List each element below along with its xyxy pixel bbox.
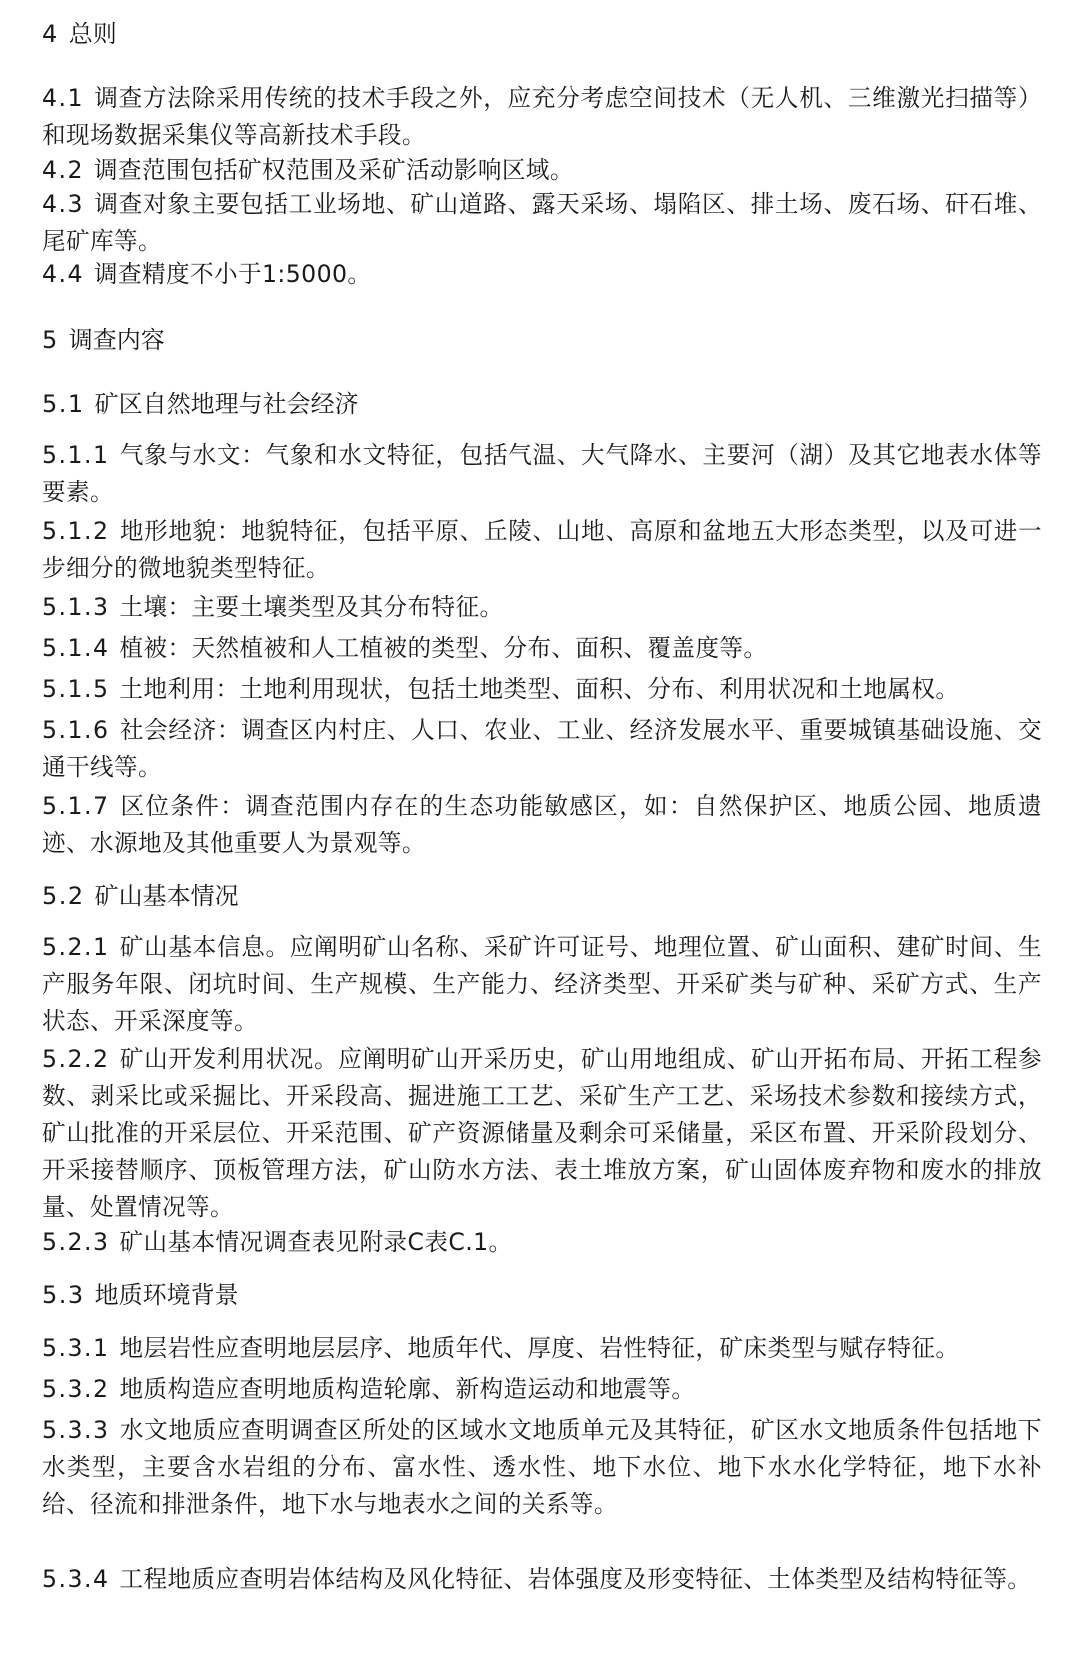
clause-number: 4.3 bbox=[42, 190, 85, 218]
clause-text: 工程地质应查明岩体结构及风化特征、岩体强度及形变特征、土体类型及结构特征等。 bbox=[119, 1565, 1032, 1593]
clause-number: 5.2.1 bbox=[42, 933, 110, 961]
subsection-title: 地质环境背景 bbox=[94, 1281, 239, 1309]
clause-number: 4.4 bbox=[42, 260, 85, 288]
clause-text: 社会经济：调查区内村庄、人口、农业、工业、经济发展水平、重要城镇基础设施、交通干线等。 bbox=[42, 716, 1042, 781]
clause-text: 矿山基本情况调查表见附录C表C.1。 bbox=[119, 1228, 513, 1256]
clause-text: 植被：天然植被和人工植被的类型、分布、面积、覆盖度等。 bbox=[119, 634, 768, 662]
clause-number: 5.1.5 bbox=[42, 675, 110, 703]
clause-number: 5.1.3 bbox=[42, 593, 110, 621]
clause-text: 矿山基本信息。应阐明矿山名称、采矿许可证号、地理位置、矿山面积、建矿时间、生产服务年限、闭坑时间、生产规模、生产能力、经济类型、开采矿类与矿种、采矿方式、生产状态、开采深度等。 bbox=[42, 933, 1042, 1035]
clause-paragraph bbox=[42, 186, 1042, 260]
section-title: 总则 bbox=[68, 20, 117, 48]
clause-text: 地质构造应查明地质构造轮廓、新构造运动和地震等。 bbox=[119, 1375, 696, 1403]
clause-text: 地层岩性应查明地层层序、地质年代、厚度、岩性特征，矿床类型与赋存特征。 bbox=[119, 1334, 960, 1362]
section-title: 调查内容 bbox=[68, 326, 165, 354]
clause-paragraph bbox=[42, 1224, 513, 1261]
clause-text: 调查精度不小于1:5000。 bbox=[94, 260, 372, 288]
clause-number: 5.1.7 bbox=[42, 792, 110, 820]
clause-paragraph bbox=[42, 80, 1042, 154]
section-heading bbox=[42, 320, 165, 360]
clause-number: 5.3.1 bbox=[42, 1334, 110, 1362]
clause-number: 4.1 bbox=[42, 84, 85, 112]
clause-number: 5.1.6 bbox=[42, 716, 110, 744]
section-number: 4 bbox=[42, 20, 59, 48]
clause-paragraph bbox=[42, 788, 1042, 862]
clause-paragraph bbox=[42, 589, 503, 626]
clause-text: 调查方法除采用传统的技术手段之外，应充分考虑空间技术（无人机、三维激光扫描等）和现场数据采集仪等高新技术手段。 bbox=[42, 84, 1042, 149]
clause-text: 调查对象主要包括工业场地、矿山道路、露天采场、塌陷区、排土场、废石场、矸石堆、尾矿库等。 bbox=[42, 190, 1042, 255]
clause-text: 区位条件：调查范围内存在的生态功能敏感区，如：自然保护区、地质公园、地质遗迹、水源地及其他重要人为景观等。 bbox=[42, 792, 1042, 857]
section-heading bbox=[42, 14, 117, 54]
clause-text: 气象与水文：气象和水文特征，包括气温、大气降水、主要河（湖）及其它地表水体等要素。 bbox=[42, 441, 1042, 506]
clause-number: 5.1.4 bbox=[42, 634, 110, 662]
clause-text: 调查范围包括矿权范围及采矿活动影响区域。 bbox=[94, 156, 574, 184]
clause-text: 矿山开发利用状况。应阐明矿山开采历史，矿山用地组成、矿山开拓布局、开拓工程参数、剥采比或采掘比、开采段高、掘进施工工艺、采矿生产工艺、采场技术参数和接续方式，矿山批准的开采层位、开采范围、矿产资源储量及剩余可采储量，采区布置、开采阶段划分、开采接替顺序、顶板管理方法，矿山防水方法、表土堆放方案，矿山固体废弃物和废水的排放量、处置情况等。 bbox=[42, 1045, 1042, 1221]
clause-paragraph bbox=[42, 630, 767, 667]
clause-paragraph bbox=[42, 1330, 959, 1367]
clause-paragraph bbox=[42, 152, 574, 189]
clause-paragraph bbox=[42, 712, 1042, 786]
clause-paragraph bbox=[42, 671, 959, 708]
subsection-title: 矿区自然地理与社会经济 bbox=[94, 390, 359, 418]
clause-text: 水文地质应查明调查区所处的区域水文地质单元及其特征，矿区水文地质条件包括地下水类型，主要含水岩组的分布、富水性、透水性、地下水位、地下水水化学特征，地下水补给、径流和排泄条件，地下水与地表水之间的关系等。 bbox=[42, 1416, 1042, 1518]
clause-paragraph bbox=[42, 1371, 695, 1408]
clause-paragraph bbox=[42, 929, 1042, 1040]
clause-number: 4.2 bbox=[42, 156, 85, 184]
clause-number: 5.3.4 bbox=[42, 1565, 110, 1593]
clause-paragraph bbox=[42, 513, 1042, 587]
clause-paragraph bbox=[42, 1412, 1042, 1523]
subsection-number: 5.1 bbox=[42, 390, 85, 418]
clause-text: 地形地貌：地貌特征，包括平原、丘陵、山地、高原和盆地五大形态类型，以及可进一步细分的微地貌类型特征。 bbox=[42, 517, 1042, 582]
clause-paragraph bbox=[42, 437, 1042, 511]
clause-number: 5.3.3 bbox=[42, 1416, 110, 1444]
subsection-number: 5.2 bbox=[42, 882, 85, 910]
clause-number: 5.2.3 bbox=[42, 1228, 110, 1256]
subsection-heading bbox=[42, 876, 239, 916]
subsection-heading bbox=[42, 1275, 239, 1315]
subsection-title: 矿山基本情况 bbox=[94, 882, 239, 910]
section-number: 5 bbox=[42, 326, 59, 354]
clause-text: 土地利用：土地利用现状，包括土地类型、面积、分布、利用状况和土地属权。 bbox=[119, 675, 960, 703]
clause-text: 土壤：主要土壤类型及其分布特征。 bbox=[119, 593, 504, 621]
clause-paragraph bbox=[42, 256, 371, 293]
clause-paragraph bbox=[42, 1561, 1031, 1598]
clause-number: 5.2.2 bbox=[42, 1045, 110, 1073]
clause-number: 5.1.2 bbox=[42, 517, 110, 545]
clause-number: 5.3.2 bbox=[42, 1375, 110, 1403]
clause-paragraph bbox=[42, 1041, 1042, 1226]
subsection-number: 5.3 bbox=[42, 1281, 85, 1309]
subsection-heading bbox=[42, 384, 359, 424]
clause-number: 5.1.1 bbox=[42, 441, 110, 469]
